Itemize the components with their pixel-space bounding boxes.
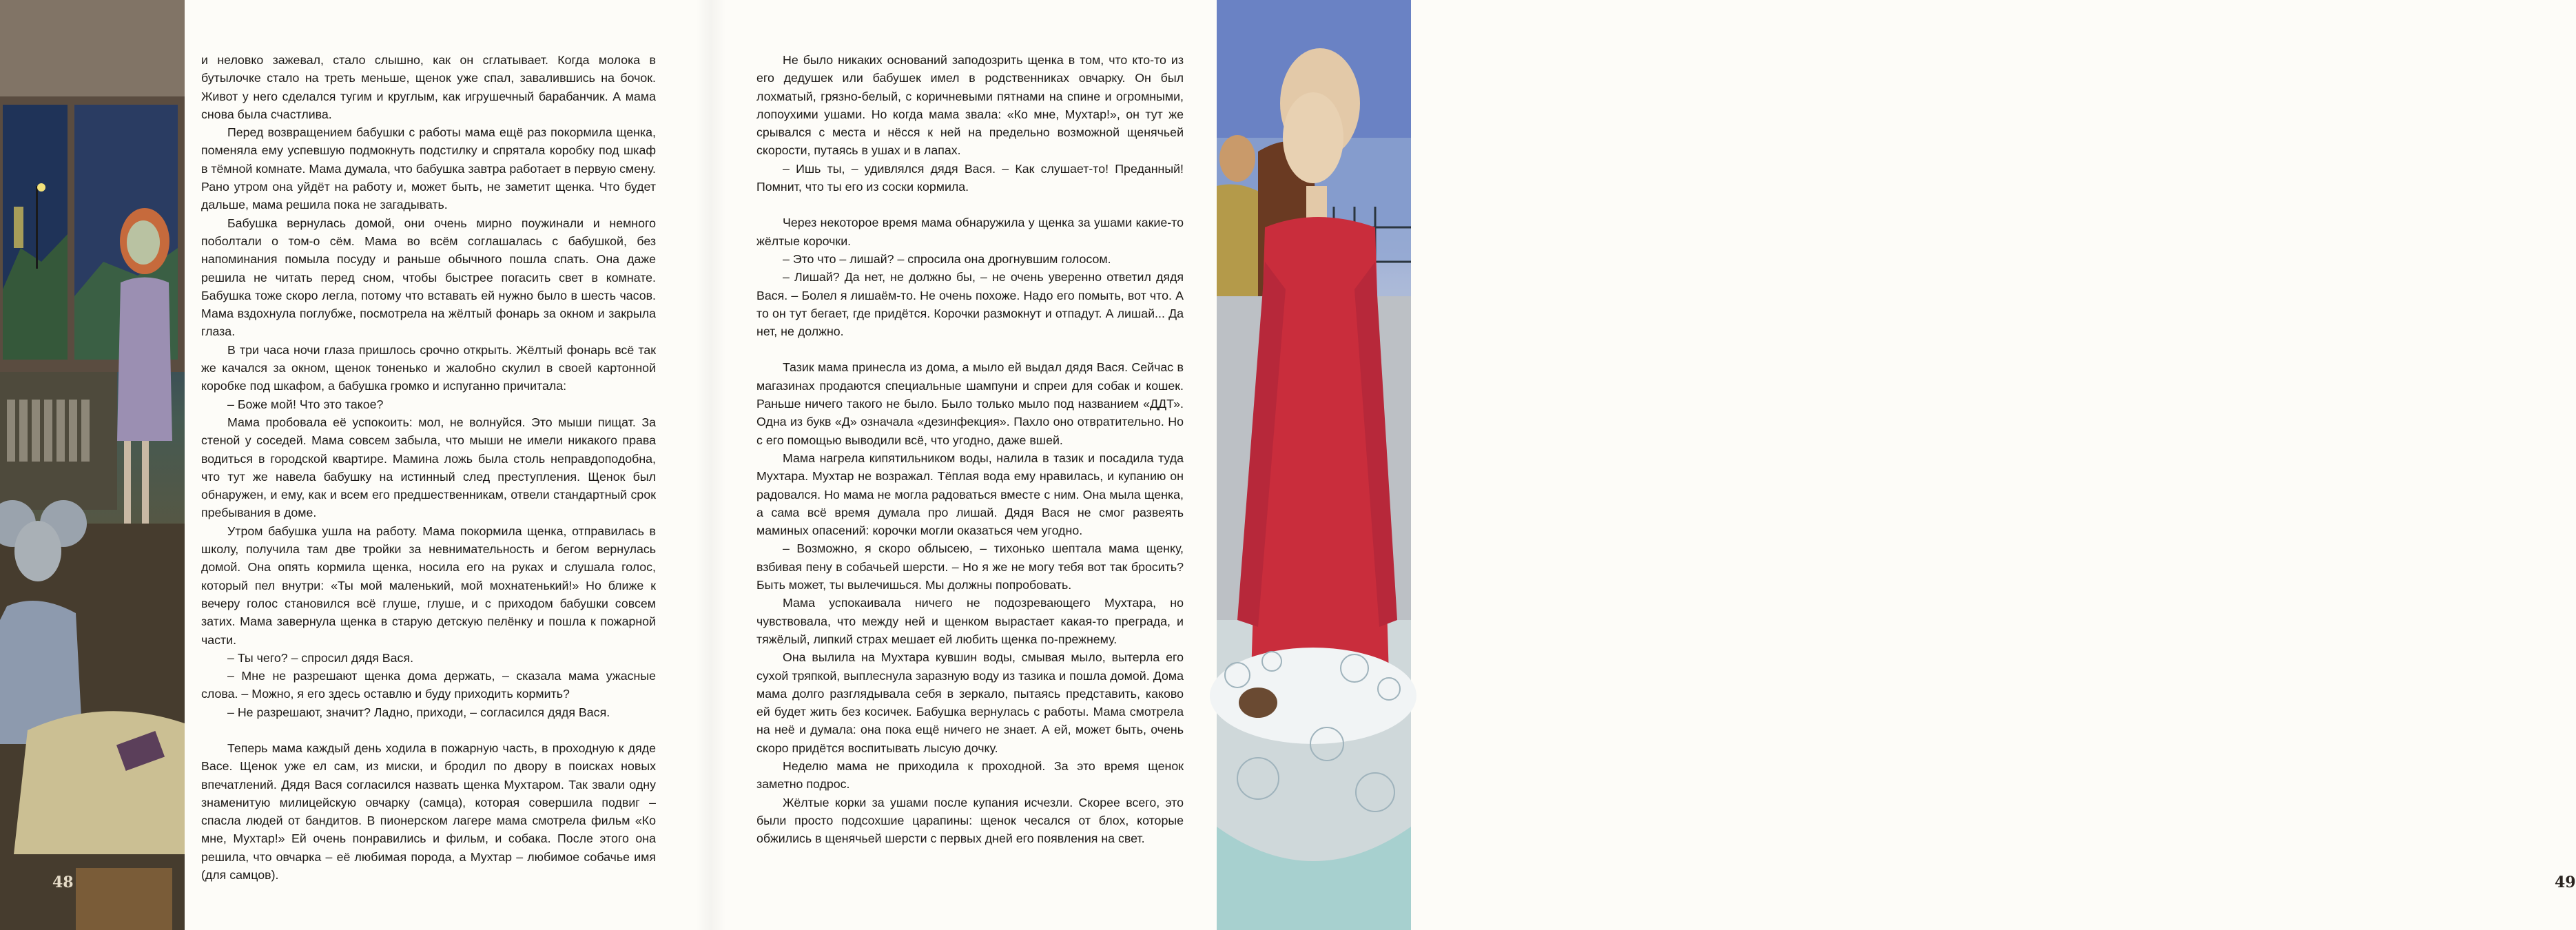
paragraph: Жёлтые корки за ушами после купания исчезли. Скорее всего, это были просто подсохшие царапины: щенок чесался от блох, которые обжились в щенячьей шерсти с первых дней его появления на свет. (756, 795, 1184, 846)
paragraph: Она вылила на Мухтара кувшин воды, смывая мыло, вытерла его сухой тряпкой, выплеснула заразную воду из тазика и пошла домой. Дома мама долго разглядывала себя в зеркало, пытаясь представить, каково ей будет жить без косичек. Бабушка вернулась с работы. Мама смотрела на неё и думала: она пока ещё ничего не знает. А ей, может быть, очень скоро придётся воспитывать лысую дочку. (756, 650, 1184, 755)
paragraph: Утром бабушка ушла на работу. Мама покормила щенка, отправилась в школу, получила там две тройки за невнимательность и бегом вернулась домой. Она опять кормила щенка, носила его на руках и слушала голос, который пел внутри: «Ты мой маленький, мой мохнатенький!» Но ближе к вечеру голос становился всё глуше, глуше, и с приходом бабушки совсем затих. Мама завернула щенка в старую детскую пелёнку и пошла к пожарной части. (201, 524, 656, 647)
page-gutter-shadow (696, 0, 726, 930)
left-painting-image (0, 0, 185, 930)
dialogue-line: – Ты чего? – спросил дядя Вася. (227, 650, 414, 665)
paragraph: Мама нагрела кипятильником воды, налила в тазик и посадила туда Мухтара. Мухтар не возражал. Тёплая вода ему нравилась, и купанию он радовался. Но мама не могла радоваться вместе с ним. Она мыла щенка, а сама всё время думала про лишай. Дядя Вася не смог развеять маминых опасений: корочки могли оказаться чем угодно. (756, 451, 1184, 538)
dialogue-line: – Боже мой! Что это такое? (227, 397, 384, 411)
dialogue-line: – Мне не разрешают щенка дома держать, – сказала мама ужасные слова. – Можно, я его здесь оставлю и буду приходить кормить? (201, 669, 656, 701)
right-page-text (756, 51, 1184, 847)
paragraph: Бабушка вернулась домой, они очень мирно поужинали и немного поболтали о том-о сём. Мама во всём соглашалась с бабушкой, без напоминания помыла посуду и раньше обычного пошла спать. Она даже решила не читать перед сном, чтобы быстрее погасить свет в комнате. Бабушка тоже скоро легла, потому что вставать ей нужно было в шесть часов. Мама вздохнула поглубже, посмотрела на жёлтый фонарь за окном и закрыла глаза. (201, 216, 656, 339)
dialogue-line: – Лишай? Да нет, не должно бы, – не очень уверенно ответил дядя Вася. – Болел я лишаём-то. Не очень похоже. Надо его помыть, вот что. А то он тут бегает, где придётся. Корочки размокнут и отпадут. А лишай... Да нет, не должно. (756, 270, 1184, 339)
left-page-text (201, 51, 656, 884)
dialogue-line: – Возможно, я скоро облысею, – тихонько шептала мама щенку, взбивая пену в собачьей шерсти. – Но я же не могу тебя вот так бросить? Быть может, ты вылечишься. Мы должны попробовать. (756, 541, 1184, 592)
dialogue-line: – Ишь ты, – удивлялся дядя Вася. – Как слушает-то! Преданный! Помнит, что ты его из соски кормила. (756, 161, 1184, 194)
paragraph: Неделю мама не приходила к проходной. За это время щенок заметно подрос. (756, 758, 1184, 792)
page-number-right: 49 (2555, 874, 2576, 891)
paragraph: Не было никаких оснований заподозрить щенка в том, что кто-то из его дедушек или бабушек имел в родственниках овчарку. Он был лохматый, грязно-белый, с коричневыми пятнами на спине и огромными, лопоухими ушами. Но когда мама звала: «Ко мне, Мухтар!», он тут же срывался с места и нёсся к ней на предельно возможной щенячьей скорости, путаясь в ушах и в лапах. (756, 53, 1184, 158)
right-painting-image (1217, 0, 1411, 930)
paragraph: Тазик мама принесла из дома, а мыло ей выдал дядя Вася. Сейчас в магазинах продаются специальные шампуни и спреи для собак и кошек. Раньше ничего такого не было. Было только мыло под названием «ДДТ». Одна из букв «Д» означала «дезинфекция». Пахло оно отвратительно. Но с его помощью выводили всё, что угодно, даже вшей. (756, 360, 1184, 447)
left-illustration (0, 0, 185, 930)
paragraph: В три часа ночи глаза пришлось срочно открыть. Жёлтый фонарь всё так же качался за окном, щенок тоненько и жалобно скулил в своей картонной коробке под шкафом, а бабушка громко и испуганно причитала: (201, 342, 656, 393)
paragraph: Перед возвращением бабушки с работы мама ещё раз покормила щенка, поменяла ему успевшую подмокнуть подстилку и спрятала коробку под шкаф в тёмной комнате. Мама думала, что бабушка завтра работает в первую смену. Рано утром она уйдёт на работу и, может быть, не заметит щенка. Что будет дальше, мама решила пока не загадывать. (201, 125, 656, 212)
paragraph: Через некоторое время мама обнаружила у щенка за ушами какие-то жёлтые корочки. (756, 216, 1184, 248)
dialogue-line: – Это что – лишай? – спросила она дрогнувшим голосом. (783, 251, 1111, 266)
paragraph: Теперь мама каждый день ходила в пожарную часть, в проходную к дяде Васе. Щенок уже ел сам, из миски, и бродил по двору в поисках новых впечатлений. Дядя Вася согласился назвать щенка Мухтаром. Так звали одну знаменитую милицейскую овчарку (самца), которая совершила подвиг – спасла людей от бандитов. В пионерском лагере мама смотрела фильм «Ко мне, Мухтар!» Ей очень понравились и фильм, и собака. После этого она решила, что овчарка – её любимая порода, а Мухтар – любимое собачье имя (для самцов). (201, 741, 656, 882)
paragraph: и неловко зажевал, стало слышно, как он сглатывает. Когда молока в бутылочке стало на треть меньше, щенок уже спал, завалившись на бочок. Живот у него сделался тугим и круглым, как игрушечный барабанчик. А мама снова была счастлива. (201, 53, 656, 121)
paragraph: Мама успокаивала ничего не подозревающего Мухтара, но чувствовала, что между ней и щенком вырастает какая-то преграда, и тяжёлый, липкий страх мешает ей любить щенка по-прежнему. (756, 596, 1184, 646)
page-number-left: 48 (52, 874, 74, 891)
right-illustration (1217, 0, 2576, 930)
paragraph: Мама пробовала её успокоить: мол, не волнуйся. Это мыши пищат. За стеной у соседей. Мама совсем забыла, что мыши не имели никакого права водиться в городской квартире. Мамина ложь была столь неправдоподобна, что тут же навела бабушку на истинный след преступления. Щенок был обнаружен, и ему, как и всем его предшественникам, отвели стандартный срок пребывания в доме. (201, 415, 656, 520)
dialogue-line: – Не разрешают, значит? Ладно, приходи, – согласился дядя Вася. (227, 705, 610, 719)
